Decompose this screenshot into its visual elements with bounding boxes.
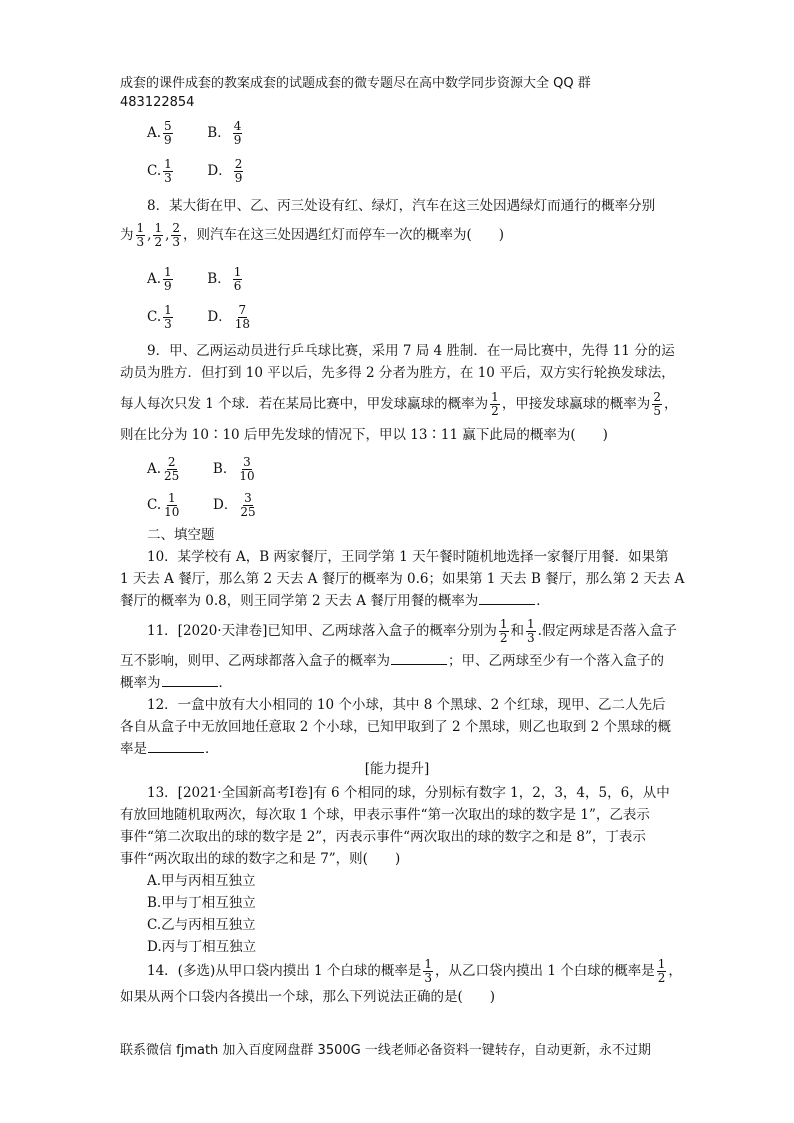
q7-option-c-label: C. bbox=[147, 163, 162, 179]
q7-options-row-1 bbox=[147, 120, 244, 147]
q13-option-c: C.乙与丙相互独立 bbox=[147, 917, 256, 933]
q13-line-4: 事件“两次取出的球的数字之和是 7”，则( ) bbox=[120, 851, 401, 867]
q14-line-2: 如果从两个口袋内各摸出一个球，那么下列说法正确的是( ) bbox=[120, 989, 496, 1005]
q13-line-1: 13．[2021·全国新高考Ⅰ卷]有 6 个相同的球，分别标有数字 1，2，3，4，5，6，从中 bbox=[147, 785, 670, 801]
q7-option-a-fraction: $\frac{5}{9}$ bbox=[164, 119, 172, 147]
q14-line-1: 14．(多选)从甲口袋内摸出 1 个白球的概率是 $\frac{1}{3}$ ，从乙口袋内摸出 1 个白球的概率是 $\frac{1}{2}$ ， bbox=[147, 957, 682, 985]
q10-answer-blank[interactable] bbox=[479, 590, 535, 605]
q9-option-d-fraction: $\frac{3}{25}$ bbox=[240, 491, 256, 519]
q8-option-b-fraction: $\frac{1}{6}$ bbox=[233, 265, 242, 293]
q13-line-2: 有放回地随机取两次，每次取 1 个球，甲表示事件“第一次取出的球的数字是 1”，乙表示 bbox=[120, 807, 650, 823]
q8-options-row-1: A. $\frac{1}{9}$ B． $\frac{1}{6}$ bbox=[147, 265, 242, 293]
q8-option-c-fraction: $\frac{1}{3}$ bbox=[164, 303, 172, 331]
q9-option-a-fraction: $\frac{2}{25}$ bbox=[164, 455, 180, 483]
q11-line-2: 互不影响，则甲、乙两球都落入盒子的概率为 ；甲、乙两球至少有一个落入盒子的 bbox=[120, 650, 664, 672]
q10-line-2: 1 天去 A 餐厅，那么第 2 天去 A 餐厅的概率为 0.6；如果第 1 天去 B 餐厅，那么第 2 天去 A bbox=[120, 571, 685, 587]
section-ability-title: [能力提升] bbox=[364, 761, 430, 777]
footer-line: 联系微信 fjmath 加入百度网盘群 3500G 一线老师必备资料一键转存，自动更新，永不过期 bbox=[120, 1043, 651, 1058]
q12-line-2: 各自从盒子中无放回地任意取 2 个小球，已知甲取到了 2 个黑球，则乙也取到 2 个黑球的概 bbox=[120, 719, 672, 735]
q12-line-1: 12．一盒中放有大小相同的 10 个小球，其中 8 个黑球、2 个红球，现甲、乙二人先后 bbox=[147, 697, 666, 713]
q7-option-b-fraction: $\frac{4}{9}$ bbox=[233, 119, 242, 147]
q9-line-4: 则在比分为 10∶10 后甲先发球的情况下，甲以 13∶11 赢下此局的概率为( ) bbox=[120, 427, 608, 443]
q8-line-2: 为 $\frac{1}{3}$ , $\frac{1}{2}$ , $\frac{2}{3}$ ，则汽车在这三处因遇红灯而停车一次的概率为( ) bbox=[120, 221, 505, 249]
q12-answer-blank[interactable] bbox=[148, 738, 204, 753]
q9-line-2: 动员为胜方．但打到 10 平以后，先多得 2 分者为胜方，在 10 平后，双方实行轮换发球法， bbox=[120, 365, 675, 381]
q7-option-c-fraction: $\frac{1}{3}$ bbox=[164, 157, 172, 185]
q8-option-a-fraction: $\frac{1}{9}$ bbox=[164, 265, 172, 293]
q9-options-row-2: C. $\frac{1}{10}$ D． $\frac{3}{25}$ bbox=[147, 491, 256, 519]
q9-option-b-fraction: $\frac{3}{10}$ bbox=[239, 455, 255, 483]
q8-option-d-fraction: $\frac{7}{18}$ bbox=[234, 303, 250, 331]
q11-line-1: 11．[2020·天津卷]已知甲、乙两球落入盒子的概率分别为 $\frac{1}{2}$ 和 $\frac{1}{3}$ .假定两球是否落入盒子 bbox=[147, 617, 677, 645]
q13-option-d: D.丙与丁相互独立 bbox=[147, 939, 257, 955]
q7-option-b-label: B． bbox=[207, 125, 231, 141]
q10-line-3: 餐厅的概率为 0.8，则王同学第 2 天去 A 餐厅用餐的概率为 ． bbox=[120, 590, 550, 612]
q9-line-3: 每人每次只发 1 个球．若在某局比赛中，甲发球赢球的概率为 $\frac{1}{2}$ ，甲接发球赢球的概率为 $\frac{2}{5}$ ， bbox=[120, 390, 678, 418]
section-fill-in-title: 二、填空题 bbox=[147, 527, 215, 543]
q11-answer-blank-1[interactable] bbox=[391, 650, 447, 665]
q12-line-3: 率是 ． bbox=[120, 738, 219, 760]
q10-line-1: 10．某学校有 A，B 两家餐厅，王同学第 1 天午餐时随机地选择一家餐厅用餐．如果第 bbox=[147, 549, 669, 565]
q7-option-d-fraction: $\frac{2}{9}$ bbox=[234, 157, 243, 185]
q13-line-3: 事件“第二次取出的球的数字是 2”，丙表示事件“两次取出的球的数字之和是 8”，丁表示 bbox=[120, 829, 646, 845]
header-line-1: 成套的课件成套的教案成套的试题成套的微专题尽在高中数学同步资源大全 QQ 群 bbox=[120, 76, 591, 91]
q13-option-b: B.甲与丁相互独立 bbox=[147, 895, 256, 911]
q11-line-3: 概率为 ． bbox=[120, 672, 232, 694]
q8-options-row-2: C. $\frac{1}{3}$ D． $\frac{7}{18}$ bbox=[147, 303, 250, 331]
q9-option-c-fraction: $\frac{1}{10}$ bbox=[164, 491, 180, 519]
q7-options-row-2 bbox=[147, 158, 245, 185]
q7-option-d-label: D． bbox=[207, 163, 232, 179]
header-line-2: 483122854 bbox=[120, 95, 195, 110]
q9-line-1: 9．甲、乙两运动员进行乒乓球比赛，采用 7 局 4 胜制．在一局比赛中，先得 11 分的运 bbox=[147, 343, 675, 359]
q9-options-row-1: A. $\frac{2}{25}$ B． $\frac{3}{10}$ bbox=[147, 455, 255, 483]
q8-line-1: 8．某大街在甲、乙、丙三处设有红、绿灯，汽车在这三处因遇绿灯而通行的概率分别 bbox=[147, 198, 656, 214]
q11-answer-blank-2[interactable] bbox=[162, 672, 218, 687]
q13-option-a: A.甲与丙相互独立 bbox=[147, 873, 256, 889]
q7-option-a-label: A. bbox=[147, 125, 162, 141]
